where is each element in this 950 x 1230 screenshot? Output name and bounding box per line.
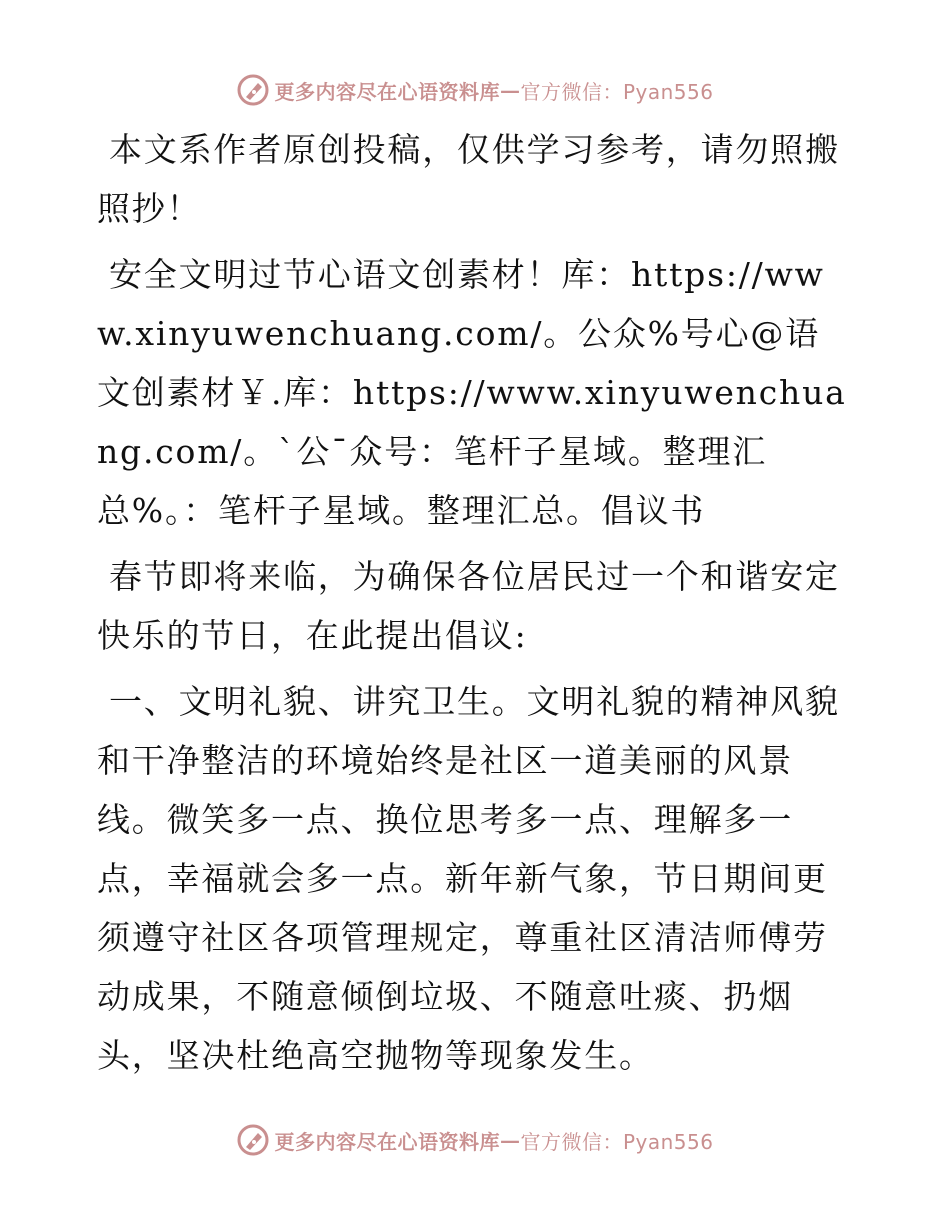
pen-nib-logo-icon: [236, 1123, 270, 1157]
pen-nib-logo-icon: [236, 73, 270, 107]
header-wechat-text: 官方微信：Pyan556: [520, 79, 714, 104]
footer-watermark-banner: [0, 1120, 950, 1160]
paragraph-disclaimer: 本文系作者原创投稿，仅供学习参考，请勿照搬照抄！: [97, 130, 840, 228]
footer-banner-separator: —: [499, 1128, 521, 1152]
paragraph-source-notice: 安全文明过节心语文创素材！库：https://www.xinyuwenchuang.com/。公众%号心@语文创素材￥.库：https://www.xinyuwenchuang.com/。`公¯众号：笔杆子星域。整理汇总%。：笔杆子星域。整理汇总。倡议书: [97, 255, 847, 530]
footer-banner-text: 更多内容尽在心语资料库: [274, 1129, 500, 1154]
header-banner-separator: —: [499, 78, 521, 102]
paragraph-item-one: 一、文明礼貌、讲究卫生。文明礼貌的精神风貌和干净整洁的环境始终是社区一道美丽的风景线。微笑多一点、换位思考多一点、理解多一点，幸福就会多一点。新年新气象，节日期间更须遵守社区各项管理规定，尊重社区清洁师傅劳动成果，不随意倾倒垃圾、不随意吐痰、扔烟头，坚决杜绝高空抛物等现象发生。: [97, 682, 840, 1075]
paragraph-intro: 春节即将来临，为确保各位居民过一个和谐安定快乐的节日，在此提出倡议:: [97, 557, 840, 655]
header-watermark-banner: [0, 70, 950, 110]
footer-wechat-text: 官方微信：Pyan556: [520, 1129, 714, 1154]
document-body: [97, 120, 852, 1092]
header-banner-text: 更多内容尽在心语资料库: [274, 79, 500, 104]
